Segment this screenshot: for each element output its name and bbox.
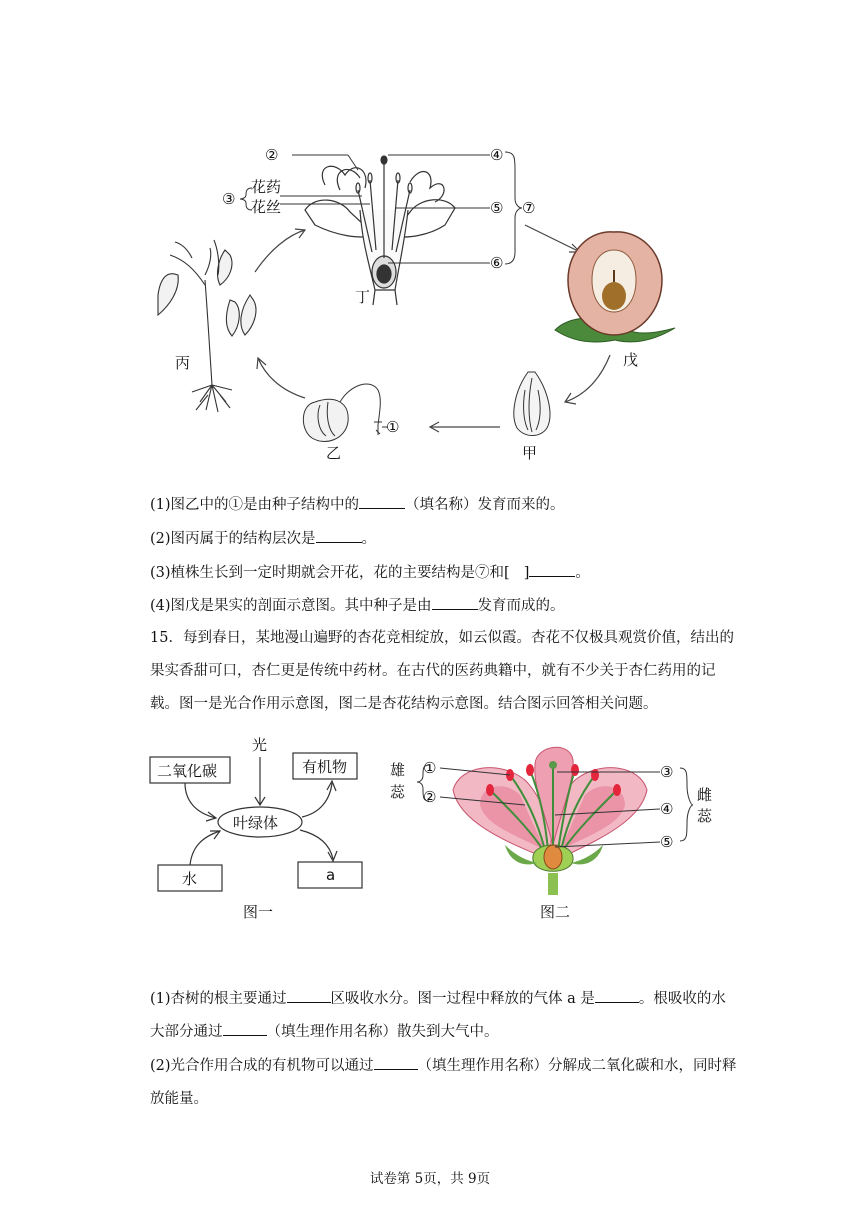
anther-label: 花药: [251, 178, 282, 196]
seed-jia-drawing: [514, 372, 550, 436]
pistil-label-line2: 蕊: [697, 807, 713, 825]
filament-label: 花丝: [251, 198, 282, 216]
apricot-flower-figure: [385, 735, 725, 925]
label-ding: 丁: [355, 288, 371, 306]
q14-3-text-b: 。: [575, 565, 590, 581]
question-15-stem: 15．每到春日，某地漫山遍野的杏花竞相绽放，如云似霞。杏花不仅极具观赏价值，结出的果实香甜可口，杏仁更是传统中药材。在古代的医药典籍中，就有不少关于杏仁药用的记载。图一是光合作用示意图，图二是杏花结构示意图。结合图示回答相关问题。: [150, 630, 734, 712]
question-14-3: [150, 562, 590, 584]
light-label: 光: [252, 736, 268, 754]
flower-label-2: ②: [265, 146, 279, 164]
label-yi: 乙: [326, 444, 342, 462]
flower2-label-5: ⑤: [660, 833, 674, 851]
q14-1-text-a: (1)图乙中的①是由种子结构中的: [150, 497, 360, 513]
q15-2-blank-1[interactable]: [374, 1055, 418, 1070]
figure-1-caption: 图一: [243, 903, 274, 921]
stamen-label-line2: 蕊: [390, 783, 406, 801]
q15-1-blank-3[interactable]: [223, 1021, 267, 1036]
a-label: a: [326, 866, 336, 884]
q15-2-text-b: （填生理作用名称）分解成二氧化碳和水，同时释放能量。: [150, 1058, 737, 1107]
q14-1-text-b: （填名称）发育而来的。: [405, 497, 565, 513]
page-footer: 试卷第 5页，共 9页: [369, 1171, 491, 1187]
q14-1-blank[interactable]: [359, 494, 405, 509]
stamen-label-line1: 雄: [390, 761, 406, 779]
flower-label-6: ⑥: [490, 254, 504, 272]
label-wu: 戊: [623, 351, 639, 369]
q14-2-text-a: (2)图丙属于的结构层次是: [150, 531, 316, 547]
q14-3-text-a: (3)植株生长到一定时期就会开花，花的主要结构是⑦和[: [150, 565, 510, 581]
q14-3-blank[interactable]: [529, 562, 575, 577]
q14-2-blank[interactable]: [316, 528, 362, 543]
q14-2-text-b: 。: [361, 531, 377, 547]
label-bing: 丙: [175, 354, 191, 372]
q14-4-text-a: (4)图戊是果实的剖面示意图。其中种子是由: [150, 598, 432, 614]
organic-label: 有机物: [302, 758, 348, 776]
seedling-yi-drawing: [303, 384, 388, 441]
chloroplast-label: 叶绿体: [233, 814, 279, 832]
flower2-label-1: ①: [423, 759, 437, 777]
q15-1-text-a: (1)杏树的根主要通过: [150, 991, 287, 1007]
q15-1-text-d: （填生理作用名称）散失到大气中。: [266, 1024, 499, 1040]
apricot-flower-drawing: [453, 747, 647, 895]
question-15-2: [150, 1050, 740, 1116]
q15-1-blank-1[interactable]: [287, 988, 331, 1003]
water-label: 水: [182, 870, 198, 888]
co2-label: 二氧化碳: [157, 762, 218, 780]
q15-1-text-c: 。根吸收的水大部分通过: [150, 991, 726, 1040]
question-14-2: [150, 528, 376, 550]
photosynthesis-figure: [140, 735, 380, 925]
q14-4-text-b: 发育而成的。: [477, 598, 565, 614]
pistil-label-line1: 雌: [697, 786, 713, 804]
flower2-label-3: ③: [660, 763, 674, 781]
q14-3-bracket-close: ]: [523, 565, 530, 581]
flower-label-3: ③: [222, 190, 236, 208]
arrow-a: [300, 830, 333, 859]
q15-1-blank-2[interactable]: [595, 988, 639, 1003]
flower-label-4: ④: [490, 146, 504, 164]
label-jia: 甲: [522, 444, 538, 462]
q15-2-text-a: (2)光合作用合成的有机物可以通过: [150, 1058, 374, 1074]
figure-2-caption: 图二: [540, 903, 571, 921]
q15-1-text-b: 区吸收水分。图一过程中释放的气体 a 是: [330, 991, 595, 1007]
flower-label-5: ⑤: [490, 199, 504, 217]
flower-label-7: ⑦: [522, 199, 536, 217]
plant-bing-drawing: [158, 240, 256, 412]
seedling-label-1: ①: [386, 418, 400, 436]
life-cycle-figure: [130, 140, 700, 470]
question-15-1: [150, 983, 740, 1049]
question-14-4: [150, 595, 565, 617]
question-14-1: [150, 494, 565, 516]
flower2-label-2: ②: [423, 788, 437, 806]
arrow-co2: [185, 783, 216, 818]
flower2-label-4: ④: [660, 800, 674, 818]
flower-ding-drawing: [305, 156, 455, 305]
q14-4-blank[interactable]: [432, 595, 478, 610]
